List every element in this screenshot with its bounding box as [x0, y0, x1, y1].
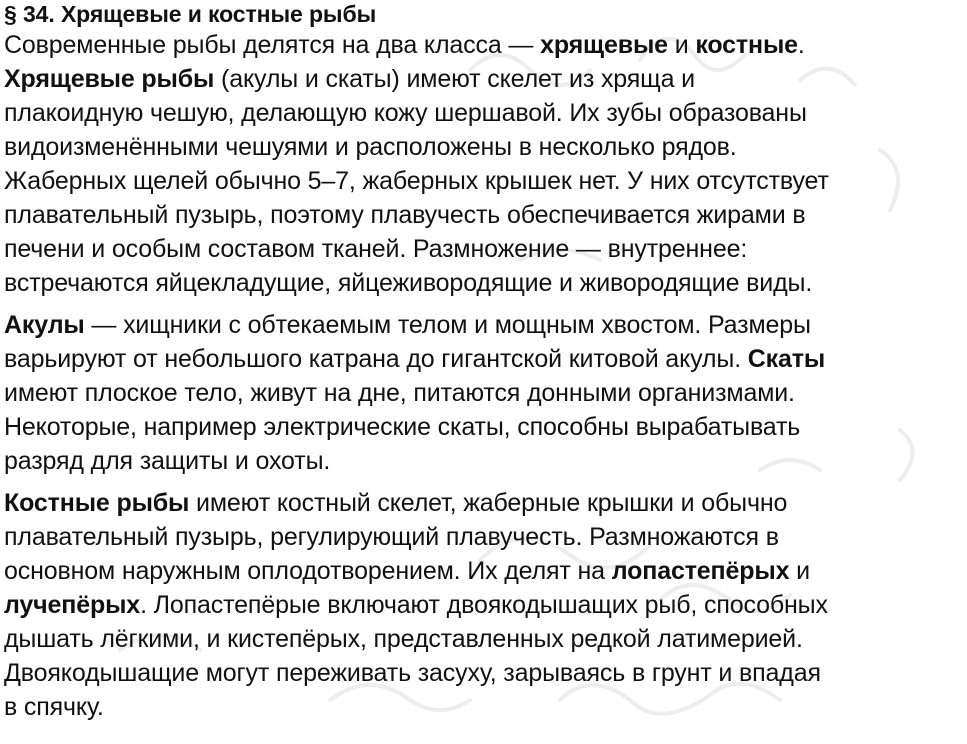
text-run: Некоторые, например электрические скаты, способны вырабатывать — [4, 413, 801, 441]
text-run: (акулы и скаты) имеют скелет из хряща и — [214, 65, 695, 93]
section-title: § 34. Хрящевые и костные рыбы — [4, 1, 377, 27]
text-line — [4, 410, 964, 444]
text-run: и — [789, 557, 810, 585]
text-run: основном наружным оплодотворением. Их делят на — [4, 557, 612, 585]
text-run: и — [667, 31, 696, 59]
text-run: плакоидную чешую, делающую кожу шершавой. Их зубы образованы — [4, 99, 807, 127]
text-line — [4, 232, 964, 266]
document-body — [4, 28, 964, 724]
text-run: дышать лёгкими, и кистепёрых, представленных редкой латимерией. — [4, 625, 803, 653]
text-line — [4, 62, 964, 96]
text-line — [4, 164, 964, 198]
text-run: Современные рыбы делятся на два класса — — [4, 31, 541, 59]
text-run: Жаберных щелей обычно 5–7, жаберных крышек нет. У них отсутствует — [4, 167, 829, 195]
text-run: Двоякодышащие могут переживать засуху, зарываясь в грунт и впадая — [4, 659, 821, 687]
paragraph-3 — [4, 486, 964, 724]
text-run: плавательный пузырь, поэтому плавучесть обеспечивается жирами в — [4, 201, 806, 229]
text-run: разряд для защиты и охоты. — [4, 447, 331, 475]
text-run: в спячку. — [4, 693, 104, 721]
text-run: — хищники с обтекаемым телом и мощным хвостом. Размеры — [84, 311, 811, 339]
text-line — [4, 342, 964, 376]
bold-term: костные — [695, 31, 798, 59]
bold-term: лопастепёрых — [611, 557, 790, 585]
text-line — [4, 444, 964, 478]
text-line — [4, 690, 964, 724]
text-run: видоизменёнными чешуями и расположены в несколько рядов. — [4, 133, 737, 161]
text-line — [4, 130, 964, 164]
text-run: печени и особым составом тканей. Размножение — внутреннее: — [4, 235, 748, 263]
text-line — [4, 198, 964, 232]
text-line — [4, 486, 964, 520]
text-run: . — [797, 31, 805, 59]
text-line — [4, 588, 964, 622]
text-run: встречаются яйцекладущие, яйцеживородящие и живородящие виды. — [4, 269, 813, 297]
text-line — [4, 656, 964, 690]
bold-term: Скаты — [747, 345, 826, 373]
text-run: имеют плоское тело, живут на дне, питаются донными организмами. — [4, 379, 795, 407]
bold-term: Хрящевые рыбы — [4, 65, 215, 93]
text-run: варьируют от небольшого катрана до гигантской китовой акулы. — [4, 345, 748, 373]
text-line — [4, 376, 964, 410]
text-line — [4, 28, 964, 62]
bold-term: лучепёрых — [4, 591, 141, 619]
text-line — [4, 622, 964, 656]
bold-term: Костные рыбы — [4, 489, 190, 517]
paragraph-2 — [4, 308, 964, 478]
text-line — [4, 308, 964, 342]
text-run: . Лопастепёрые включают двоякодышащих рыб, способных — [140, 591, 828, 619]
bold-term: Акулы — [4, 311, 85, 339]
text-run: плавательный пузырь, регулирующий плавучесть. Размножаются в — [4, 523, 779, 551]
text-line — [4, 266, 964, 300]
text-line — [4, 96, 964, 130]
text-run: имеют костный скелет, жаберные крышки и обычно — [189, 489, 788, 517]
text-line — [4, 554, 964, 588]
text-line — [4, 520, 964, 554]
bold-term: хрящевые — [540, 31, 668, 59]
paragraph-1 — [4, 28, 964, 300]
